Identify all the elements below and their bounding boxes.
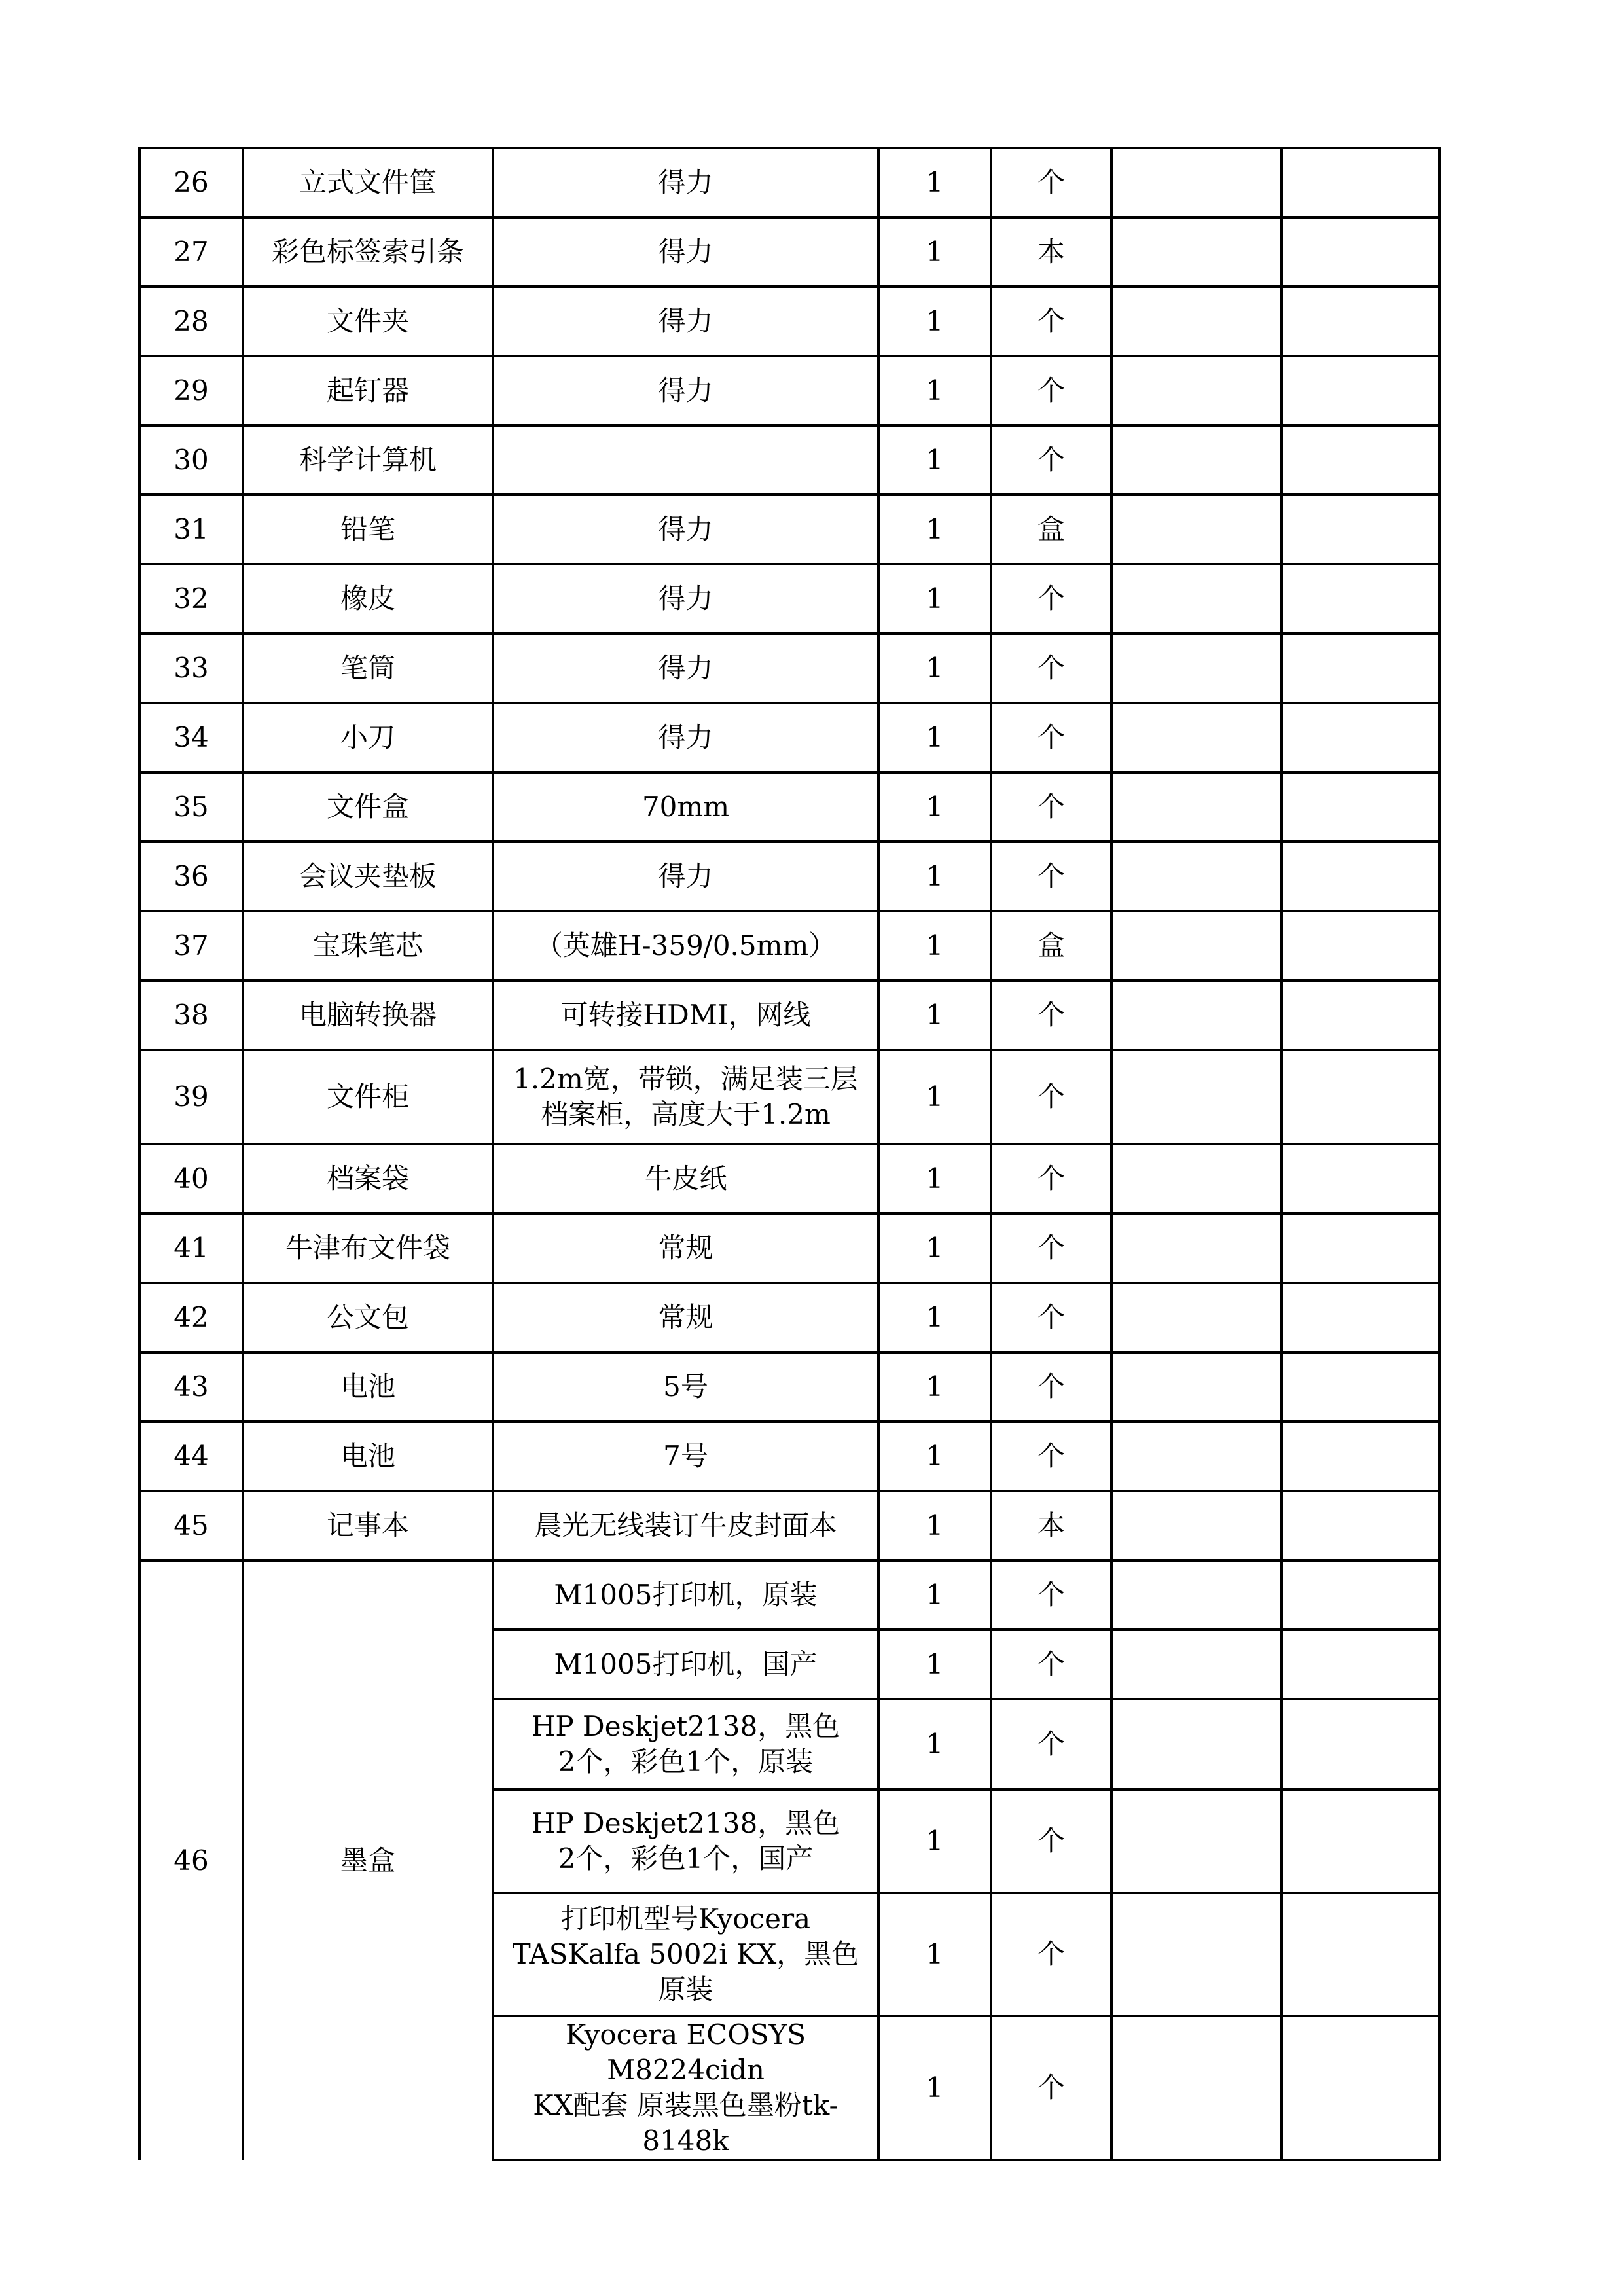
table-row	[139, 634, 1439, 703]
item-quantity: 1	[878, 217, 991, 287]
item-name: 电池	[243, 1352, 493, 1422]
item-quantity: 1	[878, 2016, 991, 2160]
empty-cell	[1282, 772, 1439, 842]
item-unit: 个	[991, 1352, 1111, 1422]
item-quantity: 1	[878, 980, 991, 1050]
empty-cell	[1282, 287, 1439, 356]
item-spec: 5号	[493, 1352, 878, 1422]
item-spec	[493, 425, 878, 495]
table-row	[139, 287, 1439, 356]
table-row	[139, 425, 1439, 495]
spec-line: HP Deskjet2138，黑色	[531, 1807, 840, 1839]
spec-line: 打印机型号Kyocera	[560, 1903, 811, 1935]
item-name: 立式文件筐	[243, 148, 493, 217]
empty-cell	[1111, 564, 1282, 634]
item-name: 笔筒	[243, 634, 493, 703]
empty-cell	[1282, 980, 1439, 1050]
item-quantity: 1	[878, 703, 991, 772]
item-spec	[493, 2016, 878, 2160]
item-spec: 得力	[493, 148, 878, 217]
item-unit: 个	[991, 356, 1111, 425]
row-number: 46	[139, 1560, 243, 2160]
item-name: 小刀	[243, 703, 493, 772]
item-unit: 本	[991, 1491, 1111, 1560]
item-spec: 牛皮纸	[493, 1144, 878, 1213]
item-quantity: 1	[878, 1283, 991, 1352]
table-row	[139, 1422, 1439, 1491]
item-unit: 个	[991, 1283, 1111, 1352]
empty-cell	[1111, 356, 1282, 425]
item-name: 宝珠笔芯	[243, 911, 493, 980]
table-row	[139, 980, 1439, 1050]
item-spec	[493, 1893, 878, 2016]
table-row	[139, 911, 1439, 980]
empty-cell	[1282, 2016, 1439, 2160]
spec-line: M1005打印机，国产	[554, 1648, 818, 1680]
empty-cell	[1282, 425, 1439, 495]
item-spec: 7号	[493, 1422, 878, 1491]
item-spec: （英雄H-359/0.5mm）	[493, 911, 878, 980]
empty-cell	[1111, 148, 1282, 217]
item-quantity: 1	[878, 842, 991, 911]
item-name: 电池	[243, 1422, 493, 1491]
item-quantity: 1	[878, 1699, 991, 1789]
row-number: 32	[139, 564, 243, 634]
row-number: 43	[139, 1352, 243, 1422]
empty-cell	[1282, 564, 1439, 634]
item-quantity: 1	[878, 1789, 991, 1893]
row-number: 35	[139, 772, 243, 842]
empty-cell	[1282, 1050, 1439, 1144]
item-quantity: 1	[878, 1893, 991, 2016]
empty-cell	[1111, 425, 1282, 495]
item-name: 档案袋	[243, 1144, 493, 1213]
table-row	[139, 1352, 1439, 1422]
spec-line: TASKalfa 5002i KX，黑色	[512, 1938, 859, 1970]
table-row	[139, 1213, 1439, 1283]
row-number: 45	[139, 1491, 243, 1560]
empty-cell	[1282, 495, 1439, 564]
row-number: 34	[139, 703, 243, 772]
empty-cell	[1111, 1789, 1282, 1893]
spec-line: 档案柜，高度大于1.2m	[541, 1098, 831, 1130]
item-unit: 盒	[991, 911, 1111, 980]
item-quantity: 1	[878, 1144, 991, 1213]
item-name: 文件柜	[243, 1050, 493, 1144]
item-quantity: 1	[878, 287, 991, 356]
row-number: 42	[139, 1283, 243, 1352]
row-number: 26	[139, 148, 243, 217]
item-quantity: 1	[878, 1213, 991, 1283]
empty-cell	[1282, 1560, 1439, 1630]
spec-line: 8148k	[642, 2125, 729, 2157]
empty-cell	[1282, 1630, 1439, 1699]
item-name: 牛津布文件袋	[243, 1213, 493, 1283]
table-row	[139, 495, 1439, 564]
item-unit: 个	[991, 634, 1111, 703]
empty-cell	[1282, 1789, 1439, 1893]
item-unit: 个	[991, 1050, 1111, 1144]
row-number: 40	[139, 1144, 243, 1213]
row-number: 30	[139, 425, 243, 495]
empty-cell	[1111, 495, 1282, 564]
table-row	[139, 1491, 1439, 1560]
item-quantity: 1	[878, 564, 991, 634]
row-number: 28	[139, 287, 243, 356]
empty-cell	[1111, 703, 1282, 772]
table-row	[139, 703, 1439, 772]
row-number: 29	[139, 356, 243, 425]
item-quantity: 1	[878, 425, 991, 495]
item-name: 公文包	[243, 1283, 493, 1352]
empty-cell	[1282, 703, 1439, 772]
empty-cell	[1111, 634, 1282, 703]
row-number: 33	[139, 634, 243, 703]
table-row	[139, 1283, 1439, 1352]
item-spec	[493, 1699, 878, 1789]
item-unit: 个	[991, 1893, 1111, 2016]
empty-cell	[1111, 1630, 1282, 1699]
item-name: 记事本	[243, 1491, 493, 1560]
empty-cell	[1111, 1283, 1282, 1352]
empty-cell	[1282, 1893, 1439, 2016]
spec-line: 2个，彩色1个，原装	[558, 1746, 814, 1778]
spec-line: M1005打印机，原装	[554, 1579, 818, 1611]
item-name: 橡皮	[243, 564, 493, 634]
table-row	[139, 1050, 1439, 1144]
item-quantity: 1	[878, 148, 991, 217]
item-unit: 个	[991, 1630, 1111, 1699]
item-spec	[493, 1050, 878, 1144]
item-name: 电脑转换器	[243, 980, 493, 1050]
item-name: 铅笔	[243, 495, 493, 564]
table-row	[139, 217, 1439, 287]
item-unit: 个	[991, 564, 1111, 634]
item-unit: 盒	[991, 495, 1111, 564]
item-spec: 得力	[493, 356, 878, 425]
item-spec: 得力	[493, 495, 878, 564]
empty-cell	[1282, 1491, 1439, 1560]
empty-cell	[1111, 1491, 1282, 1560]
item-unit: 个	[991, 425, 1111, 495]
row-number: 37	[139, 911, 243, 980]
row-number: 27	[139, 217, 243, 287]
spec-line: 2个，彩色1个，国产	[558, 1842, 814, 1874]
empty-cell	[1111, 1699, 1282, 1789]
empty-cell	[1111, 1352, 1282, 1422]
empty-cell	[1282, 842, 1439, 911]
empty-cell	[1282, 911, 1439, 980]
item-quantity: 1	[878, 356, 991, 425]
empty-cell	[1282, 1422, 1439, 1491]
spec-line: Kyocera ECOSYS M8224cidn	[565, 2018, 806, 2086]
item-spec: 晨光无线装订牛皮封面本	[493, 1491, 878, 1560]
empty-cell	[1111, 2016, 1282, 2160]
item-spec: 可转接HDMI，网线	[493, 980, 878, 1050]
item-unit: 个	[991, 1699, 1111, 1789]
spec-line: 1.2m宽，带锁，满足装三层	[513, 1063, 858, 1095]
empty-cell	[1282, 1699, 1439, 1789]
table-row	[139, 1560, 1439, 1630]
empty-cell	[1111, 287, 1282, 356]
empty-cell	[1282, 356, 1439, 425]
item-name: 墨盒	[243, 1560, 493, 2160]
row-number: 44	[139, 1422, 243, 1491]
empty-cell	[1111, 772, 1282, 842]
empty-cell	[1111, 1213, 1282, 1283]
item-spec: 得力	[493, 564, 878, 634]
item-spec: 常规	[493, 1213, 878, 1283]
table-row	[139, 772, 1439, 842]
item-spec	[493, 1560, 878, 1630]
row-number: 38	[139, 980, 243, 1050]
empty-cell	[1111, 980, 1282, 1050]
item-unit: 个	[991, 842, 1111, 911]
item-unit: 个	[991, 1144, 1111, 1213]
item-spec: 70mm	[493, 772, 878, 842]
table-row	[139, 1144, 1439, 1213]
item-quantity: 1	[878, 1050, 991, 1144]
item-unit: 个	[991, 703, 1111, 772]
item-unit: 个	[991, 980, 1111, 1050]
empty-cell	[1111, 1422, 1282, 1491]
item-unit: 个	[991, 1789, 1111, 1893]
table-row	[139, 564, 1439, 634]
empty-cell	[1282, 1352, 1439, 1422]
empty-cell	[1111, 842, 1282, 911]
empty-cell	[1111, 1050, 1282, 1144]
item-unit: 本	[991, 217, 1111, 287]
row-number: 41	[139, 1213, 243, 1283]
empty-cell	[1282, 1213, 1439, 1283]
supply-table	[138, 147, 1441, 2161]
empty-cell	[1111, 1144, 1282, 1213]
item-name: 会议夹垫板	[243, 842, 493, 911]
item-unit: 个	[991, 772, 1111, 842]
item-spec: 得力	[493, 634, 878, 703]
item-unit: 个	[991, 1213, 1111, 1283]
item-quantity: 1	[878, 634, 991, 703]
item-quantity: 1	[878, 1560, 991, 1630]
empty-cell	[1282, 1144, 1439, 1213]
item-name: 文件盒	[243, 772, 493, 842]
empty-cell	[1111, 911, 1282, 980]
empty-cell	[1282, 148, 1439, 217]
empty-cell	[1282, 634, 1439, 703]
item-unit: 个	[991, 287, 1111, 356]
empty-cell	[1111, 1560, 1282, 1630]
item-quantity: 1	[878, 1630, 991, 1699]
row-number: 39	[139, 1050, 243, 1144]
table-row	[139, 148, 1439, 217]
table-row	[139, 356, 1439, 425]
table-row	[139, 842, 1439, 911]
item-name: 文件夹	[243, 287, 493, 356]
item-spec: 得力	[493, 842, 878, 911]
spec-line: KX配套 原装黑色墨粉tk-	[533, 2089, 839, 2121]
item-spec: 得力	[493, 703, 878, 772]
item-quantity: 1	[878, 1422, 991, 1491]
item-name: 彩色标签索引条	[243, 217, 493, 287]
empty-cell	[1111, 1893, 1282, 2016]
item-spec: 常规	[493, 1283, 878, 1352]
item-unit: 个	[991, 2016, 1111, 2160]
item-spec	[493, 1789, 878, 1893]
table-body	[139, 148, 1439, 2160]
item-unit: 个	[991, 148, 1111, 217]
item-quantity: 1	[878, 1491, 991, 1560]
row-number: 36	[139, 842, 243, 911]
spec-line: HP Deskjet2138，黑色	[531, 1710, 840, 1742]
item-spec: 得力	[493, 287, 878, 356]
empty-cell	[1111, 217, 1282, 287]
empty-cell	[1282, 1283, 1439, 1352]
item-name: 科学计算机	[243, 425, 493, 495]
item-quantity: 1	[878, 911, 991, 980]
item-unit: 个	[991, 1560, 1111, 1630]
item-unit: 个	[991, 1422, 1111, 1491]
item-name: 起钉器	[243, 356, 493, 425]
item-quantity: 1	[878, 495, 991, 564]
item-quantity: 1	[878, 1352, 991, 1422]
item-spec: 得力	[493, 217, 878, 287]
item-quantity: 1	[878, 772, 991, 842]
row-number: 31	[139, 495, 243, 564]
empty-cell	[1282, 217, 1439, 287]
spec-line: 原装	[658, 1973, 713, 2005]
item-spec	[493, 1630, 878, 1699]
